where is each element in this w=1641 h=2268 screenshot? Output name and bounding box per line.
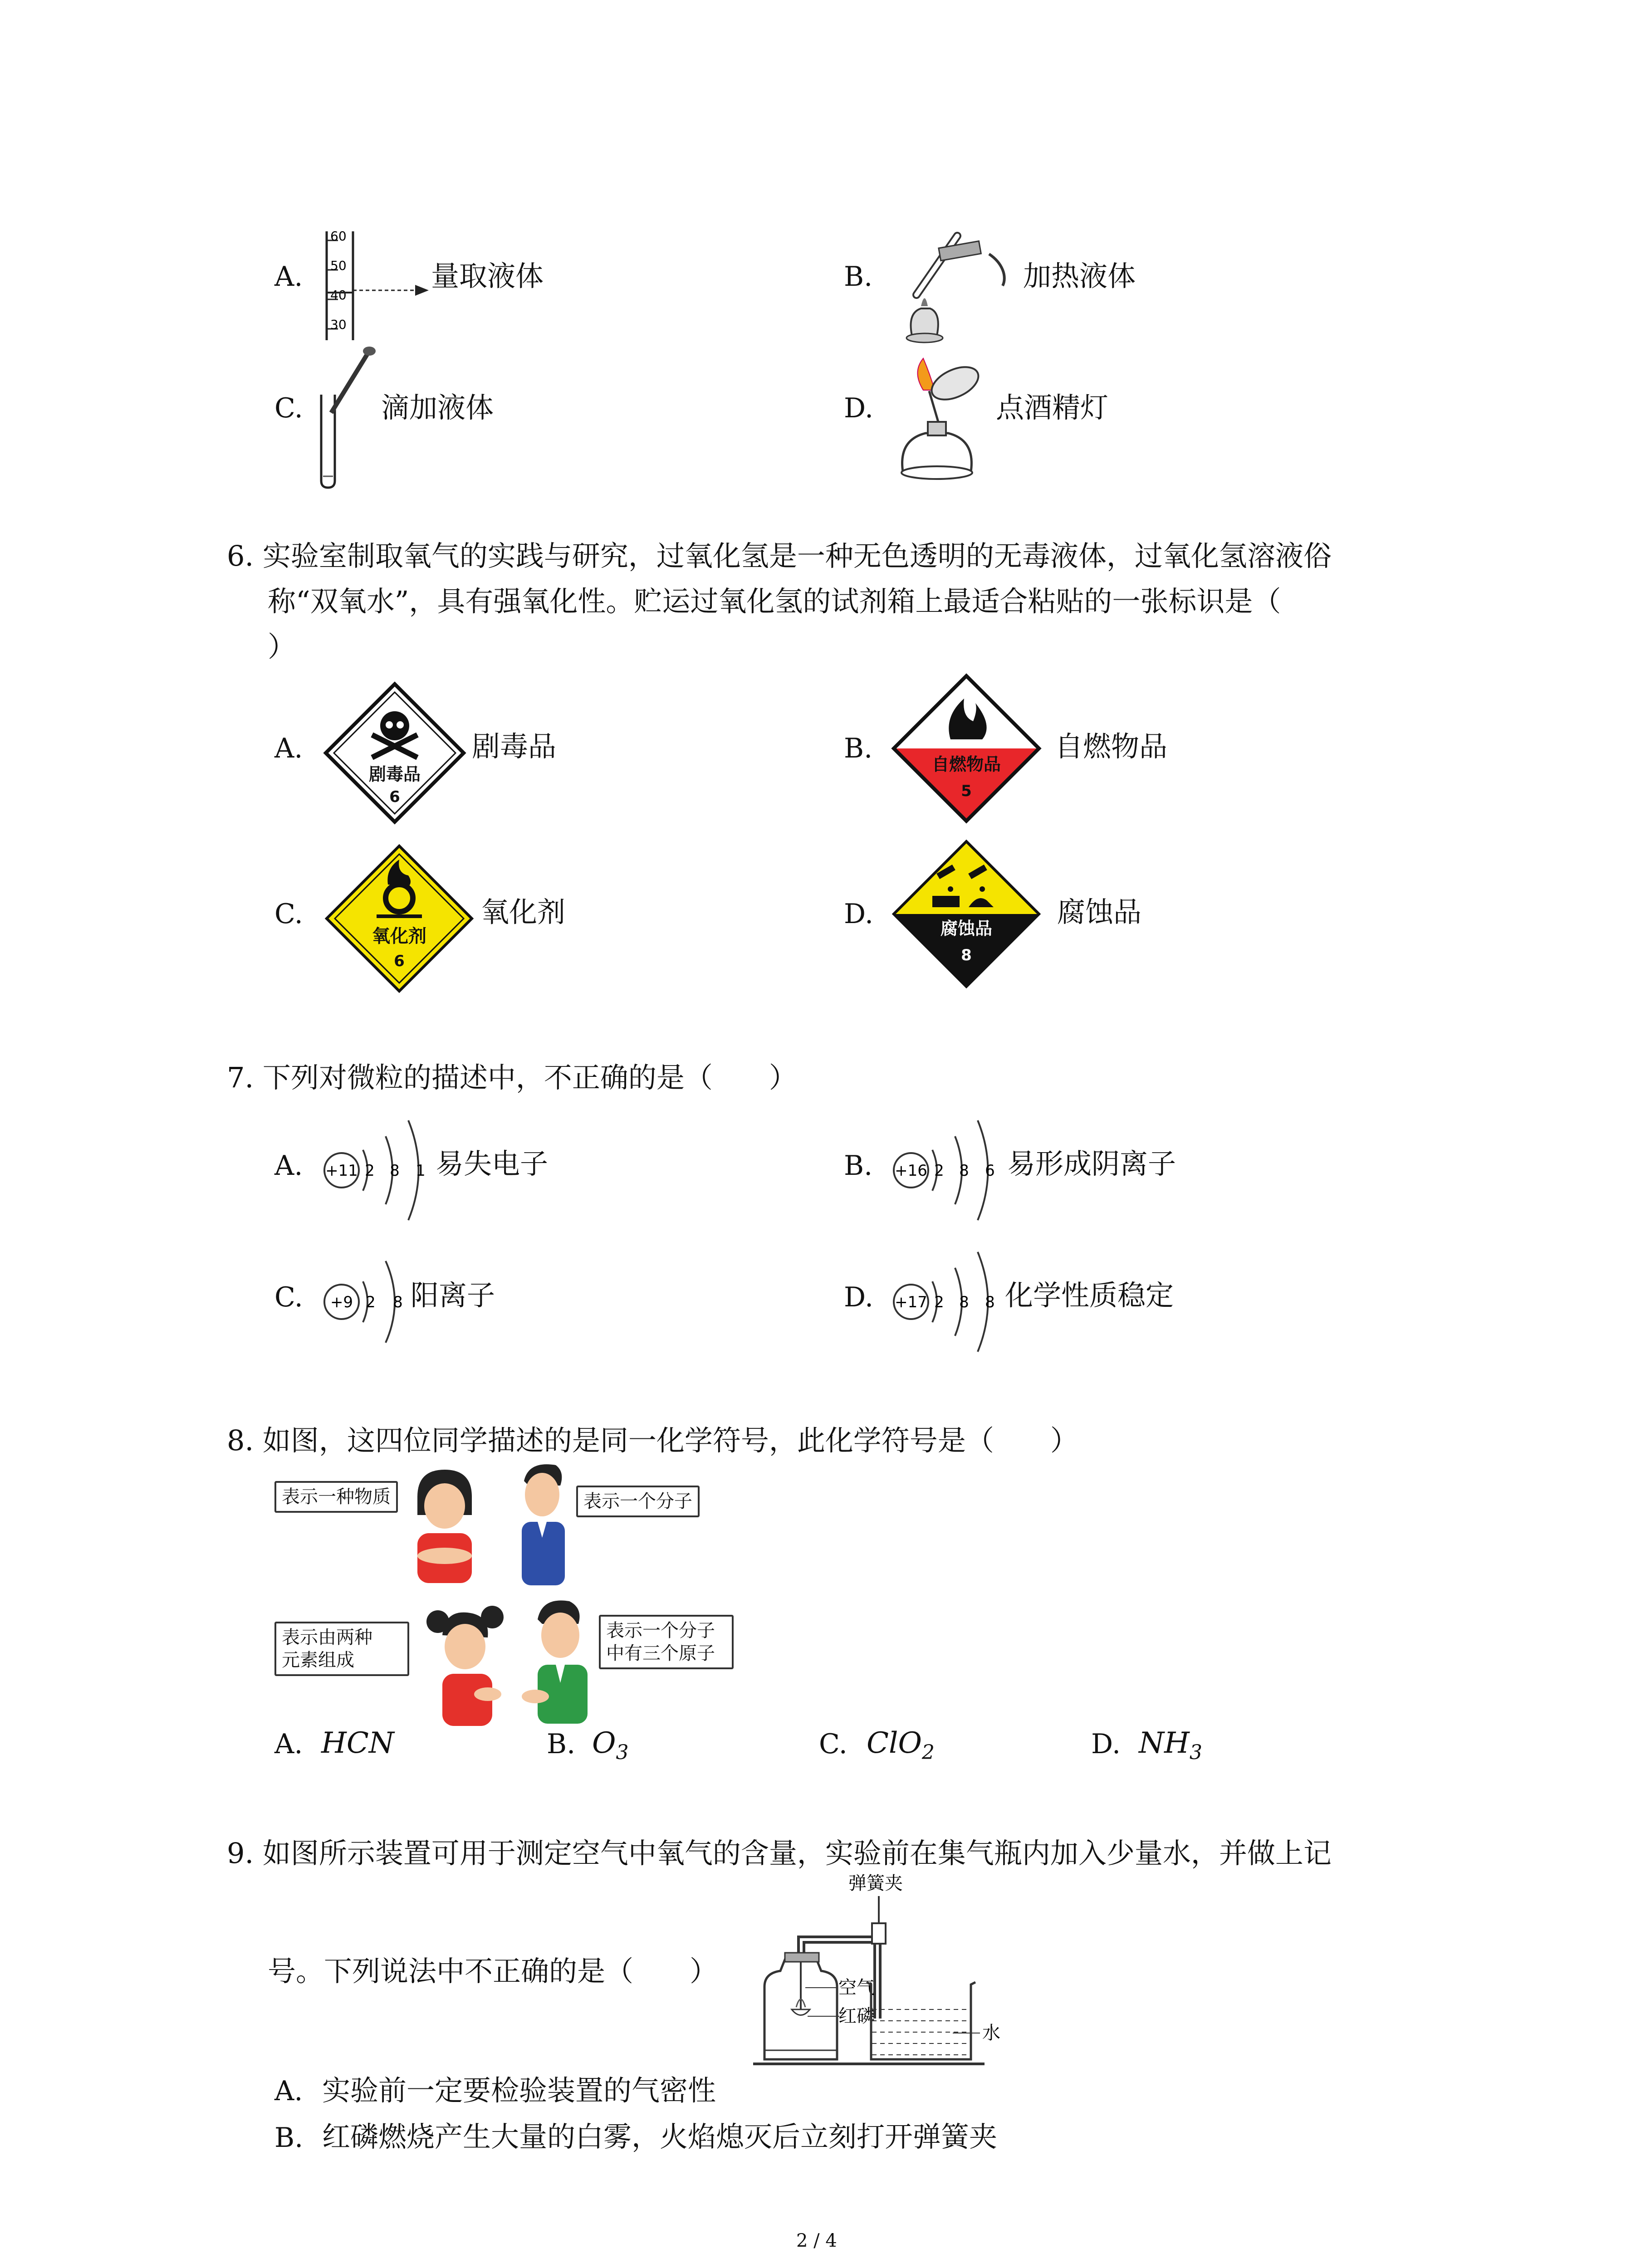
student-boy-2-icon	[517, 1592, 603, 1724]
q8-option-b-letter: B.	[547, 1728, 576, 1760]
q8-option-d-letter: D.	[1091, 1728, 1121, 1760]
q7-option-d-label: 化学性质稳定	[1005, 1279, 1174, 1312]
q6-option-d-letter: D.	[844, 898, 874, 930]
shell-2: 8	[393, 1293, 403, 1311]
tick-40: 40	[330, 288, 347, 303]
shell-3: 6	[985, 1162, 995, 1180]
q6-option-b-label: 自燃物品	[1055, 730, 1168, 763]
alcohol-lamp-icon	[885, 354, 1003, 485]
tick-50: 50	[330, 258, 347, 273]
speech-bubble-2: 表示一个分子	[576, 1486, 700, 1517]
q8-option-b-formula	[592, 1726, 628, 1764]
q9-stem-line1: 9. 如图所示装置可用于测定空气中氧气的含量，实验前在集气瓶内加入少量水，并做上记	[227, 1837, 1332, 1870]
flammable-sign-number: 5	[961, 782, 972, 800]
q6-option-c-letter: C.	[274, 898, 303, 930]
toxic-sign-number: 6	[389, 788, 400, 806]
q6-option-a-label: 剧毒品	[472, 730, 557, 763]
q9-option-b-letter: B.	[274, 2122, 304, 2154]
heating-test-tube-icon	[889, 218, 1025, 354]
formula-subscript: 2	[921, 1740, 935, 1764]
shell-1: 2	[934, 1293, 944, 1311]
speech-bubble-4-line2: 中有三个原子	[606, 1643, 715, 1664]
formula-subscript: 3	[616, 1740, 629, 1764]
q7-option-b-letter: B.	[844, 1150, 873, 1182]
q7-option-a-label: 易失电子	[436, 1147, 549, 1180]
q7-option-c-label: 阳离子	[411, 1279, 495, 1312]
student-girl-2-icon	[420, 1599, 510, 1726]
water-label: 水	[982, 2023, 1000, 2043]
atom-structure-d	[889, 1229, 1012, 1374]
q5-option-a-label: 量取液体	[431, 259, 544, 293]
shell-1: 2	[934, 1162, 944, 1180]
q9-option-a-letter: A.	[274, 2075, 303, 2107]
dropper-test-tube-icon	[313, 345, 381, 490]
shell-3: 8	[985, 1293, 995, 1311]
tick-30: 30	[330, 317, 347, 332]
speech-bubble-3-line2: 元素组成	[282, 1650, 354, 1671]
q6-stem-line2: 称“双氧水”，具有强氧化性。贮运过氧化氢的试剂箱上最适合粘贴的一张标识是（	[268, 585, 1281, 618]
q5-option-c-label: 滴加液体	[381, 391, 494, 424]
formula-main: ClO	[867, 1726, 922, 1760]
atom-structure-c	[320, 1234, 420, 1370]
q9-option-b-label: 红磷燃烧产生大量的白雾，火焰熄灭后立刻打开弹簧夹	[322, 2120, 998, 2153]
q8-option-a-letter: A.	[274, 1728, 303, 1760]
q9-stem-line2: 号。下列说法中不正确的是（ ）	[268, 1955, 718, 1988]
atom-structure-a	[320, 1098, 442, 1243]
oxidizer-sign-text: 氧化剂	[372, 926, 426, 947]
speech-bubble-4	[599, 1615, 734, 1669]
oxidizer-sign-icon	[322, 841, 476, 996]
flammable-sign-icon	[889, 671, 1043, 826]
atom-structure-b	[889, 1098, 1012, 1243]
tick-60: 60	[330, 229, 347, 244]
corrosive-sign-number: 8	[961, 946, 972, 964]
corrosive-sign-icon	[889, 837, 1043, 991]
q8-stem: 8. 如图，这四位同学描述的是同一化学符号，此化学符号是（ ）	[227, 1424, 1078, 1457]
q6-option-d-label: 腐蚀品	[1057, 895, 1142, 929]
q8-option-a-formula	[321, 1726, 394, 1760]
q8-option-d-formula	[1139, 1726, 1202, 1764]
q6-stem-line1: 6. 实验室制取氧气的实践与研究，过氧化氢是一种无色透明的无毒液体，过氧化氢溶液俗	[227, 539, 1332, 572]
shell-1: 2	[365, 1162, 375, 1180]
speech-bubble-1: 表示一种物质	[274, 1481, 398, 1513]
student-boy-1-icon	[506, 1458, 578, 1585]
shell-2: 8	[390, 1162, 400, 1180]
q7-stem: 7. 下列对微粒的描述中，不正确的是（ ）	[227, 1061, 797, 1094]
nucleus-label: +9	[330, 1293, 353, 1311]
clamp-label: 弹簧夹	[848, 1873, 903, 1894]
phosphorus-label: 红磷	[838, 2006, 875, 2027]
q7-option-b-label: 易形成阴离子	[1007, 1147, 1176, 1180]
student-girl-1-icon	[399, 1465, 490, 1583]
q7-option-a-letter: A.	[274, 1150, 303, 1182]
q9-option-a-label: 实验前一定要检验装置的气密性	[322, 2074, 716, 2107]
nucleus-label: +17	[895, 1293, 927, 1311]
oxidizer-sign-number: 6	[394, 952, 405, 970]
speech-bubble-3-line1: 表示由两种	[282, 1627, 372, 1648]
q5-option-d-letter: D.	[844, 392, 874, 424]
q7-option-d-letter: D.	[844, 1281, 874, 1313]
q8-option-c-letter: C.	[819, 1728, 847, 1760]
page-number: 2 / 4	[796, 2230, 837, 2251]
q7-option-c-letter: C.	[274, 1281, 303, 1313]
speech-bubble-4-line1: 表示一个分子	[606, 1620, 715, 1641]
q6-stem-line3: ）	[268, 630, 296, 663]
oxygen-measurement-apparatus	[753, 1869, 1034, 2082]
q5-option-c-letter: C.	[274, 392, 303, 424]
graduated-cylinder-icon	[318, 227, 436, 345]
formula-main: HCN	[321, 1726, 394, 1760]
flammable-sign-text: 自燃物品	[931, 754, 1001, 774]
q5-option-b-label: 加热液体	[1023, 259, 1136, 293]
shell-2: 8	[959, 1293, 969, 1311]
formula-main: O	[592, 1726, 616, 1760]
nucleus-label: +16	[895, 1162, 927, 1180]
q8-option-c-formula	[867, 1726, 935, 1764]
corrosive-sign-text: 腐蚀品	[940, 919, 993, 938]
q5-option-d-label: 点酒精灯	[996, 391, 1109, 424]
speech-bubble-3	[274, 1622, 409, 1676]
toxic-sign-icon	[322, 680, 467, 826]
shell-1: 2	[366, 1293, 376, 1311]
q6-option-a-letter: A.	[274, 733, 303, 764]
toxic-sign-text: 剧毒品	[368, 764, 421, 784]
q6-option-b-letter: B.	[844, 733, 873, 764]
q6-option-c-label: 氧化剂	[481, 895, 566, 929]
shell-3: 1	[416, 1162, 426, 1180]
air-label: 空气	[838, 1977, 875, 1998]
formula-main: NH	[1139, 1726, 1190, 1760]
shell-2: 8	[959, 1162, 969, 1180]
q5-option-a-letter: A.	[274, 261, 303, 293]
formula-subscript: 3	[1189, 1740, 1202, 1764]
nucleus-label: +11	[325, 1162, 358, 1180]
q5-option-b-letter: B.	[844, 261, 873, 293]
